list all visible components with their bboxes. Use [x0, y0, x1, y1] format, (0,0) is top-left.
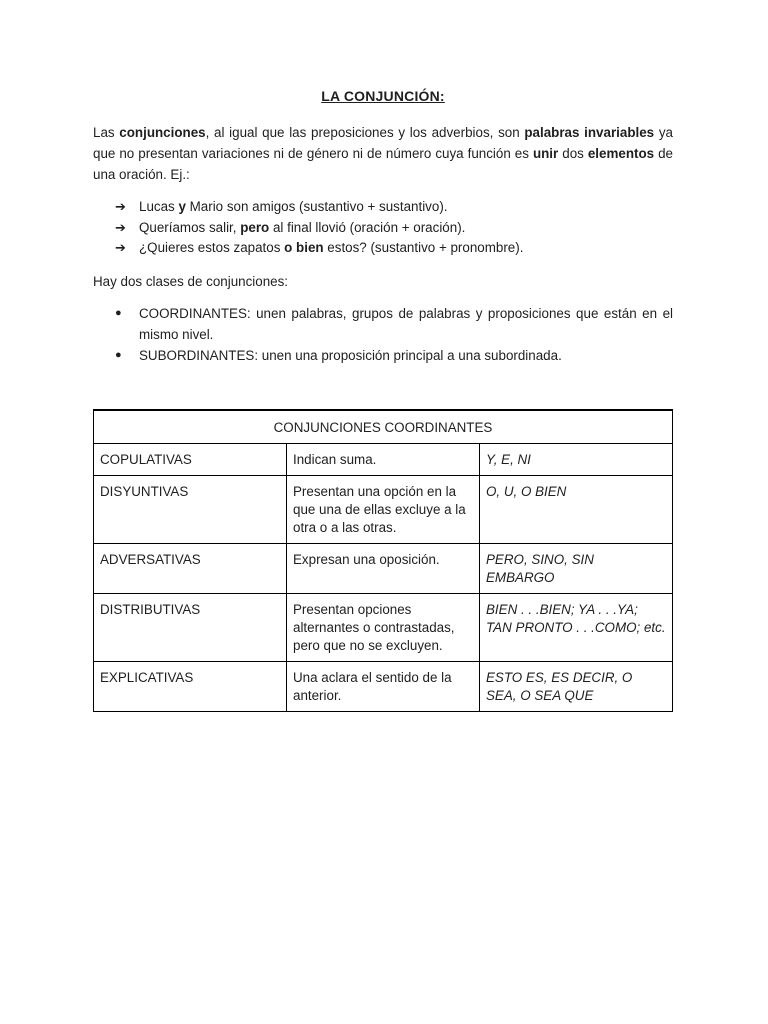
examples-cell: BIEN . . .BIEN; YA . . .YA; TAN PRONTO . . .COMO; etc. — [480, 594, 673, 662]
intro-text-2: , al igual que las preposiciones y los adverbios, son — [205, 125, 525, 140]
intro-bold-conjunciones: conjunciones — [119, 125, 206, 140]
description-cell: Expresan una oposición. — [287, 544, 480, 594]
table-header: CONJUNCIONES COORDINANTES — [94, 410, 673, 444]
example-text: Queríamos salir, — [139, 219, 241, 235]
intro-text-5: de una oración. Ej.: — [93, 146, 673, 182]
example-text: ¿Quieres estos zapatos — [139, 240, 285, 255]
example-conjunction: pero — [240, 219, 270, 235]
example-text: estos? (sustantivo + pronombre). — [323, 240, 524, 255]
intro-bold-palabras-invariables: palabras invariables — [524, 125, 655, 140]
example-conjunction: o bien — [284, 240, 324, 255]
intro-paragraph — [93, 122, 673, 185]
examples-list — [93, 197, 673, 259]
coordinantes-table — [93, 409, 673, 712]
description-cell: Una aclara el sentido de la anterior. — [287, 662, 480, 712]
bullet-icon: ● — [115, 306, 122, 319]
arrow-icon: ➔ — [115, 219, 126, 235]
type-cell: ADVERSATIVAS — [94, 544, 287, 594]
table-row — [94, 662, 673, 712]
description-cell: Presentan opciones alternantes o contrastadas, pero que no se excluyen. — [287, 594, 480, 662]
example-item — [93, 218, 673, 239]
class-item-coordinantes — [93, 303, 673, 345]
table-row — [94, 594, 673, 662]
intro-bold-elementos: elementos — [587, 146, 655, 161]
classes-list — [93, 303, 673, 366]
table-row — [94, 544, 673, 594]
intro-bold-unir: unir — [532, 146, 559, 161]
examples-cell: Y, E, NI — [480, 444, 673, 476]
table-header-row — [94, 410, 673, 444]
example-conjunction: y — [178, 199, 186, 214]
example-text: Mario son amigos (sustantivo + sustantivo). — [185, 199, 448, 214]
example-item — [93, 197, 673, 218]
example-item — [93, 238, 673, 259]
class-text: COORDINANTES: unen palabras, grupos de palabras y proposiciones que están en el mismo nivel. — [139, 305, 673, 342]
class-text: SUBORDINANTES: unen una proposición principal a una subordinada. — [139, 347, 562, 363]
bullet-icon: ● — [115, 348, 122, 361]
examples-cell: ESTO ES, ES DECIR, O SEA, O SEA QUE — [480, 662, 673, 712]
type-cell: DISTRIBUTIVAS — [94, 594, 287, 662]
description-cell: Indican suma. — [287, 444, 480, 476]
type-cell: DISYUNTIVAS — [94, 476, 287, 544]
document-page — [93, 88, 673, 366]
intro-text-4: dos — [558, 146, 588, 161]
examples-cell: O, U, O BIEN — [480, 476, 673, 544]
example-text: al final llovió (oración + oración). — [269, 219, 466, 235]
description-cell: Presentan una opción en la que una de ellas excluye a la otra o a las otras. — [287, 476, 480, 544]
table-row — [94, 476, 673, 544]
table-row — [94, 444, 673, 476]
page-title: LA CONJUNCIÓN: — [321, 88, 445, 104]
classes-lead: Hay dos clases de conjunciones: — [93, 273, 289, 289]
intro-text-3: ya que no presentan variaciones ni de género ni de número cuya función es — [93, 125, 673, 161]
arrow-icon: ➔ — [115, 240, 126, 255]
type-cell: COPULATIVAS — [94, 444, 287, 476]
example-text: Lucas — [139, 199, 179, 214]
intro-text-1: Las — [93, 125, 120, 140]
examples-cell: PERO, SINO, SIN EMBARGO — [480, 544, 673, 594]
class-item-subordinantes — [93, 345, 673, 366]
arrow-icon: ➔ — [115, 199, 126, 214]
type-cell: EXPLICATIVAS — [94, 662, 287, 712]
